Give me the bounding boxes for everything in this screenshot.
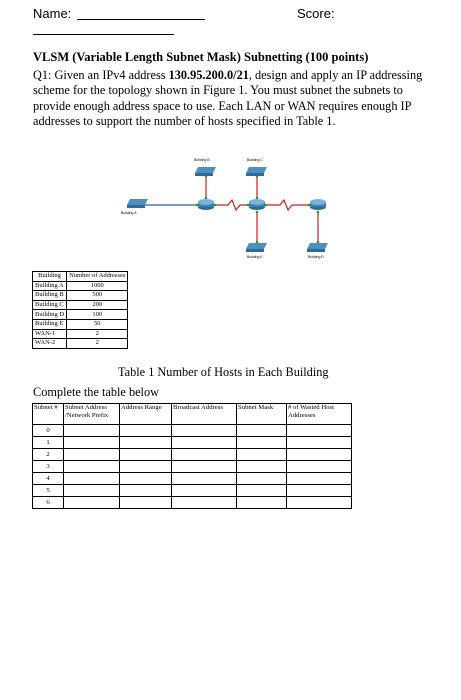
wan-2-link — [265, 200, 310, 210]
blank-cell[interactable] — [64, 437, 120, 449]
address-count: 500 — [67, 291, 128, 301]
address-count: 200 — [67, 300, 128, 310]
table-row — [33, 310, 128, 320]
router-2-icon — [249, 199, 265, 210]
column-header: Building — [33, 272, 67, 282]
blank-cell[interactable] — [287, 461, 352, 473]
building-name: WAN-2 — [33, 339, 67, 349]
table-row — [33, 339, 128, 349]
blank-cell[interactable] — [287, 485, 352, 497]
label-building-e: Building E — [247, 255, 263, 259]
subnet-number: 0 — [33, 425, 64, 437]
column-header: Subnet Address /Network Prefix — [64, 404, 120, 425]
router-3-icon — [310, 199, 326, 210]
blank-cell[interactable] — [237, 437, 287, 449]
instruction-text: Complete the table below — [33, 385, 160, 399]
blank-cell[interactable] — [64, 485, 120, 497]
table-header-row — [33, 404, 352, 425]
question-text — [33, 68, 433, 129]
switch-building-a-icon — [127, 199, 148, 208]
table-row — [33, 497, 352, 509]
subnet-table — [32, 403, 352, 509]
address-count: 100 — [67, 310, 128, 320]
building-name: Building B — [33, 291, 67, 301]
table-header-row — [33, 272, 128, 282]
table-caption: Table 1 Number of Hosts in Each Building — [118, 365, 329, 379]
column-header: Address Range — [120, 404, 172, 425]
address-count: 50 — [67, 319, 128, 329]
switch-building-e-icon — [246, 243, 267, 252]
blank-cell[interactable] — [287, 425, 352, 437]
table-row — [33, 329, 128, 339]
score-label: Score: — [297, 6, 335, 21]
label-building-a: Building A — [121, 211, 137, 215]
document-title: VLSM (Variable Length Subnet Mask) Subnetting (100 points) — [33, 50, 369, 64]
subnet-number: 5 — [33, 485, 64, 497]
switch-building-d-icon — [307, 243, 328, 252]
blank-cell[interactable] — [64, 461, 120, 473]
name-label: Name: — [33, 6, 72, 21]
table-row — [33, 449, 352, 461]
blank-cell[interactable] — [120, 449, 172, 461]
address-count: 1000 — [67, 281, 128, 291]
address-count: 2 — [67, 329, 128, 339]
building-name: Building C — [33, 300, 67, 310]
label-building-b: Building B — [194, 158, 210, 162]
table-row — [33, 461, 352, 473]
table-row — [33, 485, 352, 497]
switch-building-b-icon — [195, 167, 216, 176]
blank-cell[interactable] — [120, 461, 172, 473]
building-table — [32, 271, 128, 349]
router-1-icon — [198, 199, 214, 210]
column-header: Subnet Mask — [237, 404, 287, 425]
column-header: Subnet # — [33, 404, 64, 425]
blank-cell[interactable] — [172, 425, 237, 437]
table-row — [33, 425, 352, 437]
ip-address: 130.95.200.0/21 — [168, 68, 249, 82]
blank-cell[interactable] — [64, 425, 120, 437]
blank-cell[interactable] — [120, 425, 172, 437]
subnet-number: 1 — [33, 437, 64, 449]
table-row — [33, 291, 128, 301]
blank-cell[interactable] — [172, 497, 237, 509]
name-blank-line — [77, 19, 205, 20]
blank-cell[interactable] — [64, 473, 120, 485]
blank-cell[interactable] — [120, 473, 172, 485]
column-header: # of Wasted Host Addresses — [287, 404, 352, 425]
blank-cell[interactable] — [237, 485, 287, 497]
wan-1-link — [214, 200, 249, 210]
label-building-c: Building C — [247, 158, 263, 162]
table-row — [33, 319, 128, 329]
label-building-d: Building D — [308, 255, 324, 259]
blank-cell[interactable] — [172, 461, 237, 473]
column-header: Number of Addresses — [67, 272, 128, 282]
blank-cell[interactable] — [120, 485, 172, 497]
blank-cell[interactable] — [287, 497, 352, 509]
blank-cell[interactable] — [287, 473, 352, 485]
table-row — [33, 281, 128, 291]
subnet-number: 2 — [33, 449, 64, 461]
network-topology-figure — [118, 155, 340, 265]
blank-cell[interactable] — [172, 473, 237, 485]
blank-cell[interactable] — [287, 449, 352, 461]
subnet-number: 6 — [33, 497, 64, 509]
question-suffix: , design and apply an IP addressing scheme for the topology shown in Figure 1. You must subnet the subnets to provide enough address space to use. Each LAN or WAN requires enough IP addresses to support the number of hosts specified in Table 1. — [33, 68, 423, 128]
table-row — [33, 437, 352, 449]
building-name: Building A — [33, 281, 67, 291]
subnet-number: 3 — [33, 461, 64, 473]
switch-building-c-icon — [246, 167, 267, 176]
blank-cell[interactable] — [120, 497, 172, 509]
blank-cell[interactable] — [287, 437, 352, 449]
blank-cell[interactable] — [237, 473, 287, 485]
blank-cell[interactable] — [237, 497, 287, 509]
blank-cell[interactable] — [64, 449, 120, 461]
divider-line — [33, 34, 174, 35]
question-prefix: Q1: Given an IPv4 address — [33, 68, 169, 82]
blank-cell[interactable] — [172, 437, 237, 449]
building-name: Building E — [33, 319, 67, 329]
subnet-number: 4 — [33, 473, 64, 485]
address-count: 2 — [67, 339, 128, 349]
table-row — [33, 300, 128, 310]
blank-cell[interactable] — [237, 461, 287, 473]
blank-cell[interactable] — [237, 449, 287, 461]
blank-cell[interactable] — [64, 497, 120, 509]
building-name: WAN-1 — [33, 329, 67, 339]
blank-cell[interactable] — [120, 437, 172, 449]
blank-cell[interactable] — [237, 425, 287, 437]
blank-cell[interactable] — [172, 449, 237, 461]
column-header: Broadcast Address — [172, 404, 237, 425]
table-row — [33, 473, 352, 485]
blank-cell[interactable] — [172, 485, 237, 497]
building-name: Building D — [33, 310, 67, 320]
